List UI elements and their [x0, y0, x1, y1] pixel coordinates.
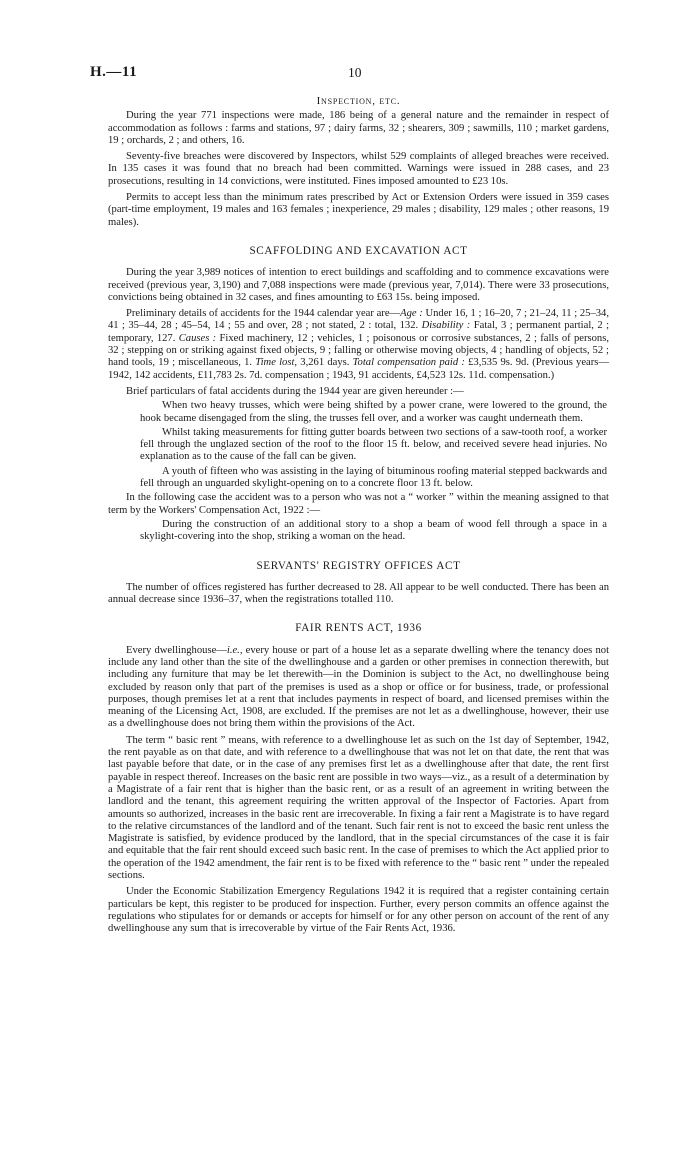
paragraph: During the year 771 inspections were made, 186 being of a general nature and the remainder in respect of accommodation as follows : farms and stations, 97 ; dairy farms, 32 ; shearers, 309 ; sawmills, 110 ; market gardens, 19 ; orchards, 2 ; and others, 16.: [108, 110, 609, 146]
paragraph: During the year 3,989 notices of intention to erect buildings and scaffolding and to commence excavations were received (previous year, 3,190) and 7,088 inspections were made (previous year, 7,014). There were 33 prosecutions, convictions being obtained in 32 cases, and fines amounting to £63 15s. being imposed.: [108, 267, 609, 303]
section-servants-registry: [108, 560, 609, 607]
accident-case: When two heavy trusses, which were being shifted by a power crane, were lowered to the ground, the hook became disengaged from the sling, the trusses fell over, and a worker was caught underneath them.: [140, 400, 607, 424]
paragraph: In the following case the accident was to a person who was not a “ worker ” within the meaning assigned to that term by the Workers' Compensation Act, 1922 :—: [108, 492, 609, 516]
section-fair-rents: [108, 622, 609, 935]
section-title-fair-rents: FAIR RENTS ACT, 1936: [295, 622, 422, 635]
paragraph: Seventy-five breaches were discovered by Inspectors, whilst 529 complaints of alleged breaches were received. In 135 cases it was found that no breach had been committed. Warnings were issued in 288 cases, and 23 prosecutions, resulting in 14 convictions, were instituted. Fines imposed amounted to £23 10s.: [108, 151, 609, 187]
page-number: 10: [348, 65, 362, 80]
page-header: [90, 64, 610, 84]
accident-case: Whilst taking measurements for fitting gutter boards between two sections of a saw-tooth roof, a worker fell through the unglazed section of the roof to the floor 15 ft. below, and received severe head injuries. No explanation as to the cause of the fall can be given.: [140, 426, 607, 463]
paragraph: The term “ basic rent ” means, with reference to a dwellinghouse let as such on the 1st day of September, 1942, the rent payable as on that date, and with reference to a dwellinghouse that was not let on that date, the rent that was last payable before that date, or in the case of any premises first let as a dwellinghouse after that date, the rent first payable in respect thereof. Increases on the basic rent are possible in two ways—viz., as a result of a determination by a Magistrate of a fair rent that is higher than the basic rent, or as a result of an agreement in writing between the landlord and the tenant, this agreement requiring the written approval of the Inspector of Factories. Apart from amounts so authorized, increases in the basic rent are irrecoverable. In fixing a fair rent a Magistrate is to have regard to the relative circumstances of the landlord and of the tenant. Such fair rent is not to exceed the basic rent unless the Magistrate is satisfied, by evidence produced by the landlord, that in the special circumstances of the case it is fair and equitable that the fair rent should exceed such basic rent. In the case of premises to which the Act applied prior to the operation of the 1942 amendment, the fair rent is to be fixed with reference to the “ basic rent ” under the repealed sections.: [108, 734, 609, 882]
section-scaffolding: [108, 245, 609, 544]
paragraph: Every dwellinghouse—i.e., every house or part of a house let as a separate dwelling where the tenancy does not include any land other than the site of the dwellinghouse and a garden or other premises in connection therewith, but including any furniture that may be let therewith—in the Dominion is subject to the Act, no dwellinghouse being excluded by reason only that part of the premises is used as a shop or office or for business, trade, or professional purposes, though premises let at a rent that includes payments in respect of board, and licensed premises within the meaning of the Licensing Act, 1908, are excluded. If the premises are not let as a dwellinghouse, however, their use as a dwellinghouse does not bring them within the provisions of the Act.: [108, 644, 610, 730]
paragraph: Permits to accept less than the minimum rates prescribed by Act or Extension Orders were issued in 359 cases (part-time employment, 19 males and 163 females ; inexperience, 29 males ; disability, 129 males ; other reasons, 19 males).: [108, 192, 609, 228]
section-inspection: [108, 95, 609, 229]
paragraph: Under the Economic Stabilization Emergency Regulations 1942 it is required that a register containing certain particulars be kept, this register to be produced for inspection. Further, every person commits an offence against the regulations who stipulates for or demands or accepts for himself or for any other person on account of the rent of any dwellinghouse any sum that is irrecoverable by virtue of the Fair Rents Act, 1936.: [108, 886, 609, 935]
section-title-scaffolding: SCAFFOLDING AND EXCAVATION ACT: [249, 244, 468, 257]
section-title-inspection: Inspection, etc.: [316, 95, 401, 107]
report-reference: H.—11: [90, 64, 138, 80]
section-title-servants-registry: SERVANTS' REGISTRY OFFICES ACT: [256, 559, 461, 572]
page-body: [108, 95, 609, 940]
paragraph: Brief particulars of fatal accidents during the 1944 year are given hereunder :—: [126, 385, 464, 397]
accident-details-paragraph: Preliminary details of accidents for the 1944 calendar year are—Age : Under 16, 1 ; 16–20, 7 ; 21–24, 11 ; 25–34, 41 ; 35–44, 28 ; 45–54, 14 ; 55 and over, 28 ; not stated, 2 : total, 132. Disability : Fatal, 3 ; permanent partial, 2 ; temporary, 127. Causes : Fixed machinery, 12 ; vehicles, 1 ; poisonous or corrosive substances, 2 ; falls of persons, 32 ; stepping on or striking against fixed objects, 9 ; falling or otherwise moving objects, 4 ; handling of objects, 52 ; hand tools, 19 ; miscellaneous, 1. Time lost, 3,261 days. Total compensation paid : £3,535 9s. 9d. (Previous years—1942, 142 accidents, £11,783 2s. 7d. compensation ; 1943, 91 accidents, £4,523 12s. 11d. compensation.): [108, 308, 610, 381]
accident-case: A youth of fifteen who was assisting in the laying of bituminous roofing material stepped backwards and fell through an unguarded skylight-opening on to a concrete floor 13 ft. below.: [140, 465, 607, 490]
accident-case: During the construction of an additional story to a shop a beam of wood fell through a space in a skylight-covering into the shop, striking a woman on the head.: [140, 518, 607, 543]
paragraph: The number of offices registered has further decreased to 28. All appear to be well conducted. There has been an annual decrease since 1936–37, when the registrations totalled 110.: [108, 581, 609, 606]
